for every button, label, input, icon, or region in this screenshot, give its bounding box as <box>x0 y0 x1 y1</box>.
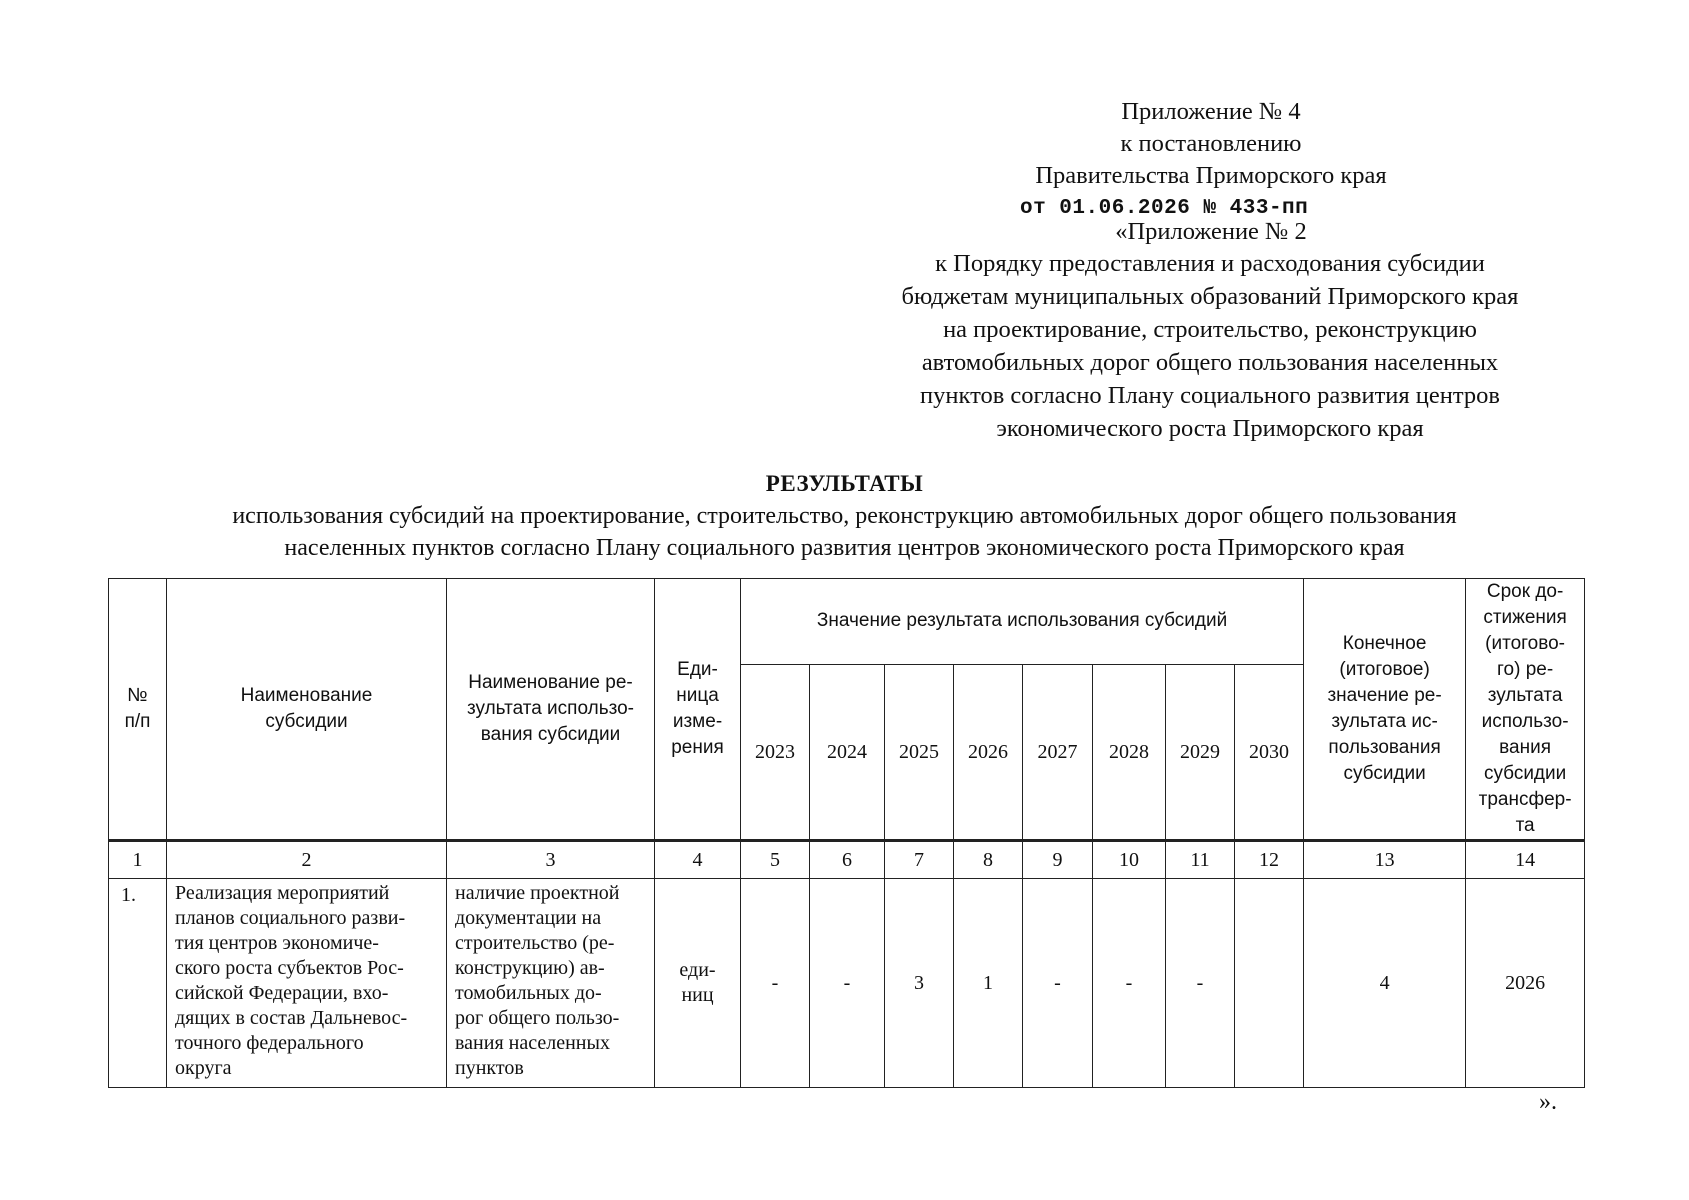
appendix-line-2: к постановлению <box>1120 130 1302 157</box>
header-final-value: Конечное (итоговое) значение ре- зультата ис- пользования субсидии <box>1304 579 1466 841</box>
column-number: 7 <box>885 841 954 879</box>
row-value-cell: 1 <box>954 879 1023 1088</box>
row-deadline: 2026 <box>1466 879 1585 1088</box>
appendix-line-4: «Приложение № 2 <box>1115 218 1307 245</box>
column-number: 10 <box>1093 841 1166 879</box>
appendix-line-10: экономического роста Приморского края <box>996 415 1424 442</box>
header-year: 2030 <box>1235 664 1304 840</box>
header-subsidy-name: Наименование субсидии <box>167 579 447 841</box>
appendix-line-9: пунктов согласно Плану социального развития центров <box>920 382 1500 409</box>
row-unit: еди- ниц <box>655 879 741 1088</box>
appendix-line-7: на проектирование, строительство, реконструкцию <box>943 316 1477 343</box>
row-value-cell: 3 <box>885 879 954 1088</box>
row-result-name: наличие проектной документации на строительство (ре- конструкцию) ав- томобильных до- рог общего пользо- вания населенных пунктов <box>447 879 655 1088</box>
header-year: 2029 <box>1166 664 1235 840</box>
document-subtitle-line-2: населенных пунктов согласно Плану социального развития центров экономического роста Приморского края <box>284 535 1405 561</box>
header-result-name: Наименование ре- зультата использо- вания субсидии <box>447 579 655 841</box>
header-year: 2025 <box>885 664 954 840</box>
header-year: 2027 <box>1023 664 1093 840</box>
appendix-line-3: Правительства Приморского края <box>1035 162 1387 189</box>
table-row <box>109 879 1585 1088</box>
column-number: 14 <box>1466 841 1585 879</box>
column-number: 2 <box>167 841 447 879</box>
column-number: 9 <box>1023 841 1093 879</box>
row-value-cell: - <box>1093 879 1166 1088</box>
header-year: 2026 <box>954 664 1023 840</box>
results-table <box>108 578 1585 1088</box>
closing-quote: ». <box>1539 1089 1557 1115</box>
column-number: 4 <box>655 841 741 879</box>
appendix-line-8: автомобильных дорог общего пользования населенных <box>921 349 1499 376</box>
row-value-cell: - <box>741 879 810 1088</box>
row-value-cell: - <box>1023 879 1093 1088</box>
registration-stamp: от 01.06.2026 № 433-пп <box>1020 197 1309 220</box>
header-deadline: Срок до- стижения (итогово- го) ре- зультата использо- вания субсидии трансфер- та <box>1466 579 1585 841</box>
document-subtitle-line-1: использования субсидий на проектирование, строительство, реконструкцию автомобильных дорог общего пользования <box>232 503 1457 529</box>
header-values-group: Значение результата использования субсидий <box>741 579 1304 665</box>
document-title: РЕЗУЛЬТАТЫ <box>765 471 924 496</box>
row-value-cell <box>1235 879 1304 1088</box>
header-year: 2023 <box>741 664 810 840</box>
appendix-header <box>0 0 1689 460</box>
appendix-line-1: Приложение № 4 <box>1121 98 1301 125</box>
table-header-row <box>109 579 1585 665</box>
appendix-line-6: бюджетам муниципальных образований Приморского края <box>901 283 1519 310</box>
row-value-cell: - <box>1166 879 1235 1088</box>
row-final-value: 4 <box>1304 879 1466 1088</box>
header-year: 2028 <box>1093 664 1166 840</box>
header-num: № п/п <box>109 579 167 841</box>
row-value-cell: - <box>810 879 885 1088</box>
column-number: 3 <box>447 841 655 879</box>
header-unit: Еди- ница изме- рения <box>655 579 741 841</box>
column-number: 11 <box>1166 841 1235 879</box>
column-number: 12 <box>1235 841 1304 879</box>
header-year: 2024 <box>810 664 885 840</box>
row-subsidy-name: Реализация мероприятий планов социального разви- тия центров экономиче- ского роста субъектов Рос- сийской Федерации, вхо- дящих в состав Дальневос- точного федерального округа <box>167 879 447 1088</box>
column-number: 8 <box>954 841 1023 879</box>
column-number: 13 <box>1304 841 1466 879</box>
row-num: 1. <box>109 879 167 1088</box>
appendix-line-5: к Порядку предоставления и расходования субсидии <box>935 250 1485 277</box>
column-number: 1 <box>109 841 167 879</box>
column-number-row <box>109 841 1585 879</box>
column-number: 5 <box>741 841 810 879</box>
column-number: 6 <box>810 841 885 879</box>
